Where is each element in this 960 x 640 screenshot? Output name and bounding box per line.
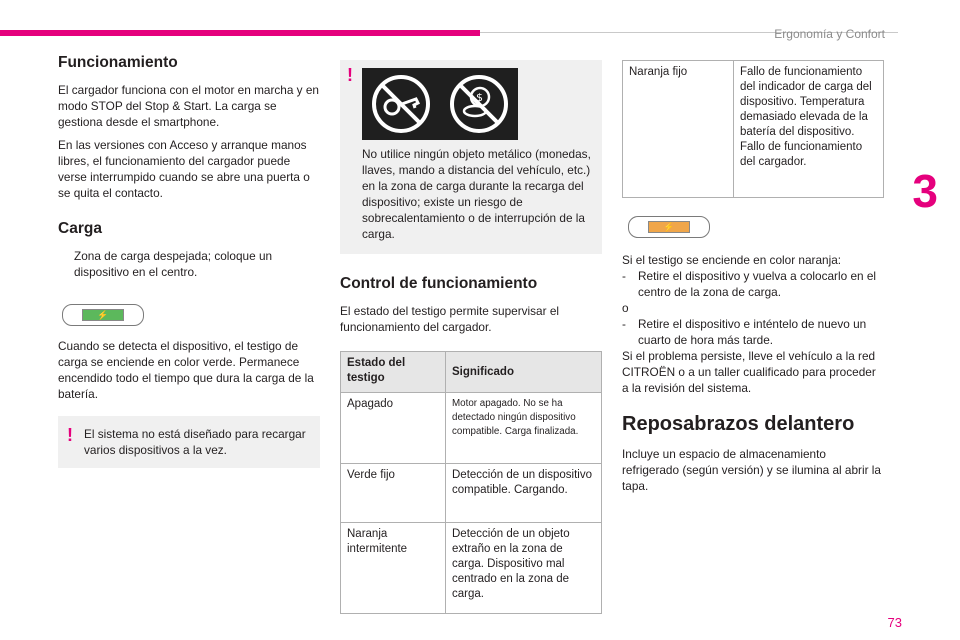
paragraph: Si el testigo se enciende en color naranja: [622,253,842,267]
battery-orange-icon: ⚡ [648,221,690,233]
page-number: 73 [887,615,902,630]
paragraph: En las versiones con Acceso y arranque manos libres, el funcionamiento del cargador puede verse interrumpido cuando se abre una puerta o se quita el contacto. [58,138,310,200]
list-item-text: Retire el dispositivo y vuelva a colocarlo en el centro de la zona de carga. [638,269,877,299]
table-cell: Naranja fijo [623,61,734,198]
column-1 [58,55,320,468]
table-header-row [341,352,602,393]
status-table [340,351,602,614]
table-header: Significado [446,352,602,393]
indicator-figure [62,304,320,326]
charging-indicator [628,216,710,238]
section-title: Ergonomía y Confort [774,27,885,41]
svg-text:$: $ [476,91,483,104]
table-header: Estado del testigo [341,352,446,393]
indicator-figure [628,216,884,238]
column-3 [622,60,884,501]
no-coins-icon [448,73,510,135]
list-item [622,268,884,300]
charging-indicator [62,304,144,326]
table-cell: Motor apagado. No se ha detectado ningún dispositivo compatible. Carga finalizada. [446,393,602,464]
table-row [341,523,602,614]
or-text: o [622,301,629,315]
warning-box [340,60,602,254]
warning-box [58,416,320,468]
table-cell: Detección de un dispositivo compatible. Cargando. [446,464,602,523]
paragraph: El estado del testigo permite supervisar el funcionamiento del cargador. [340,304,560,334]
header-accent-bar [0,30,480,36]
paragraph: Si el problema persiste, lleve el vehículo a la red CITROËN o a un taller cualificado para proceder a la revisión del sistema. [622,349,876,395]
column-2 [340,60,602,614]
table-row [341,393,602,464]
paragraph: El cargador funciona con el motor en marcha y en modo STOP del Stop & Start. La carga se gestiona desde el smartphone. [58,83,319,129]
heading-funcionamiento: Funcionamiento [58,54,178,71]
heading-control: Control de funcionamiento [340,275,538,292]
list-item-text: Zona de carga despejada; coloque un dispositivo en el centro. [74,249,273,279]
list-item-text: Retire el dispositivo e inténtelo de nuevo un cuarto de hora más tarde. [638,317,867,347]
dash-marker: - [622,269,626,283]
table-cell: Detección de un objeto extraño en la zona de carga. Dispositivo mal centrado en la zona de carga. [446,523,602,614]
warning-text: El sistema no está diseñado para recargar varios dispositivos a la vez. [84,427,306,457]
heading-carga: Carga [58,220,102,237]
list-item [622,316,884,348]
list-item [58,248,320,280]
table-cell: Apagado [341,393,446,464]
prohibition-pictogram [362,68,518,140]
dash-marker: - [622,317,626,331]
warning-icon: ! [347,65,353,85]
table-cell: Verde fijo [341,464,446,523]
warning-text: No utilice ningún objeto metálico (monedas, llaves, mando a distancia del vehículo, etc.) en la zona de carga durante la recarga del dispositivo; existe un riesgo de sobrecalentamiento o de interrupción de la carga. [362,147,591,241]
chapter-number: 3 [912,165,938,217]
paragraph: Incluye un espacio de almacenamiento refrigerado (según versión) y se ilumina al abrir la tapa. [622,447,881,493]
no-keys-icon [370,73,432,135]
table-row [623,61,884,198]
paragraph: Cuando se detecta el dispositivo, el testigo de carga se enciende en color verde. Permanece encendido todo el tiempo que dura la carga de la batería. [58,339,314,401]
heading-reposabrazos: Reposabrazos delantero [622,413,855,435]
bullet-marker [58,248,74,280]
status-table-continued [622,60,884,198]
table-row [341,464,602,523]
table-cell: Naranja intermitente [341,523,446,614]
table-cell: Fallo de funcionamiento del indicador de carga del dispositivo. Temperatura demasiado elevada de la batería del dispositivo. Fallo de funcionamiento del cargador. [734,61,884,198]
warning-icon: ! [67,425,73,445]
battery-green-icon: ⚡ [82,309,124,321]
